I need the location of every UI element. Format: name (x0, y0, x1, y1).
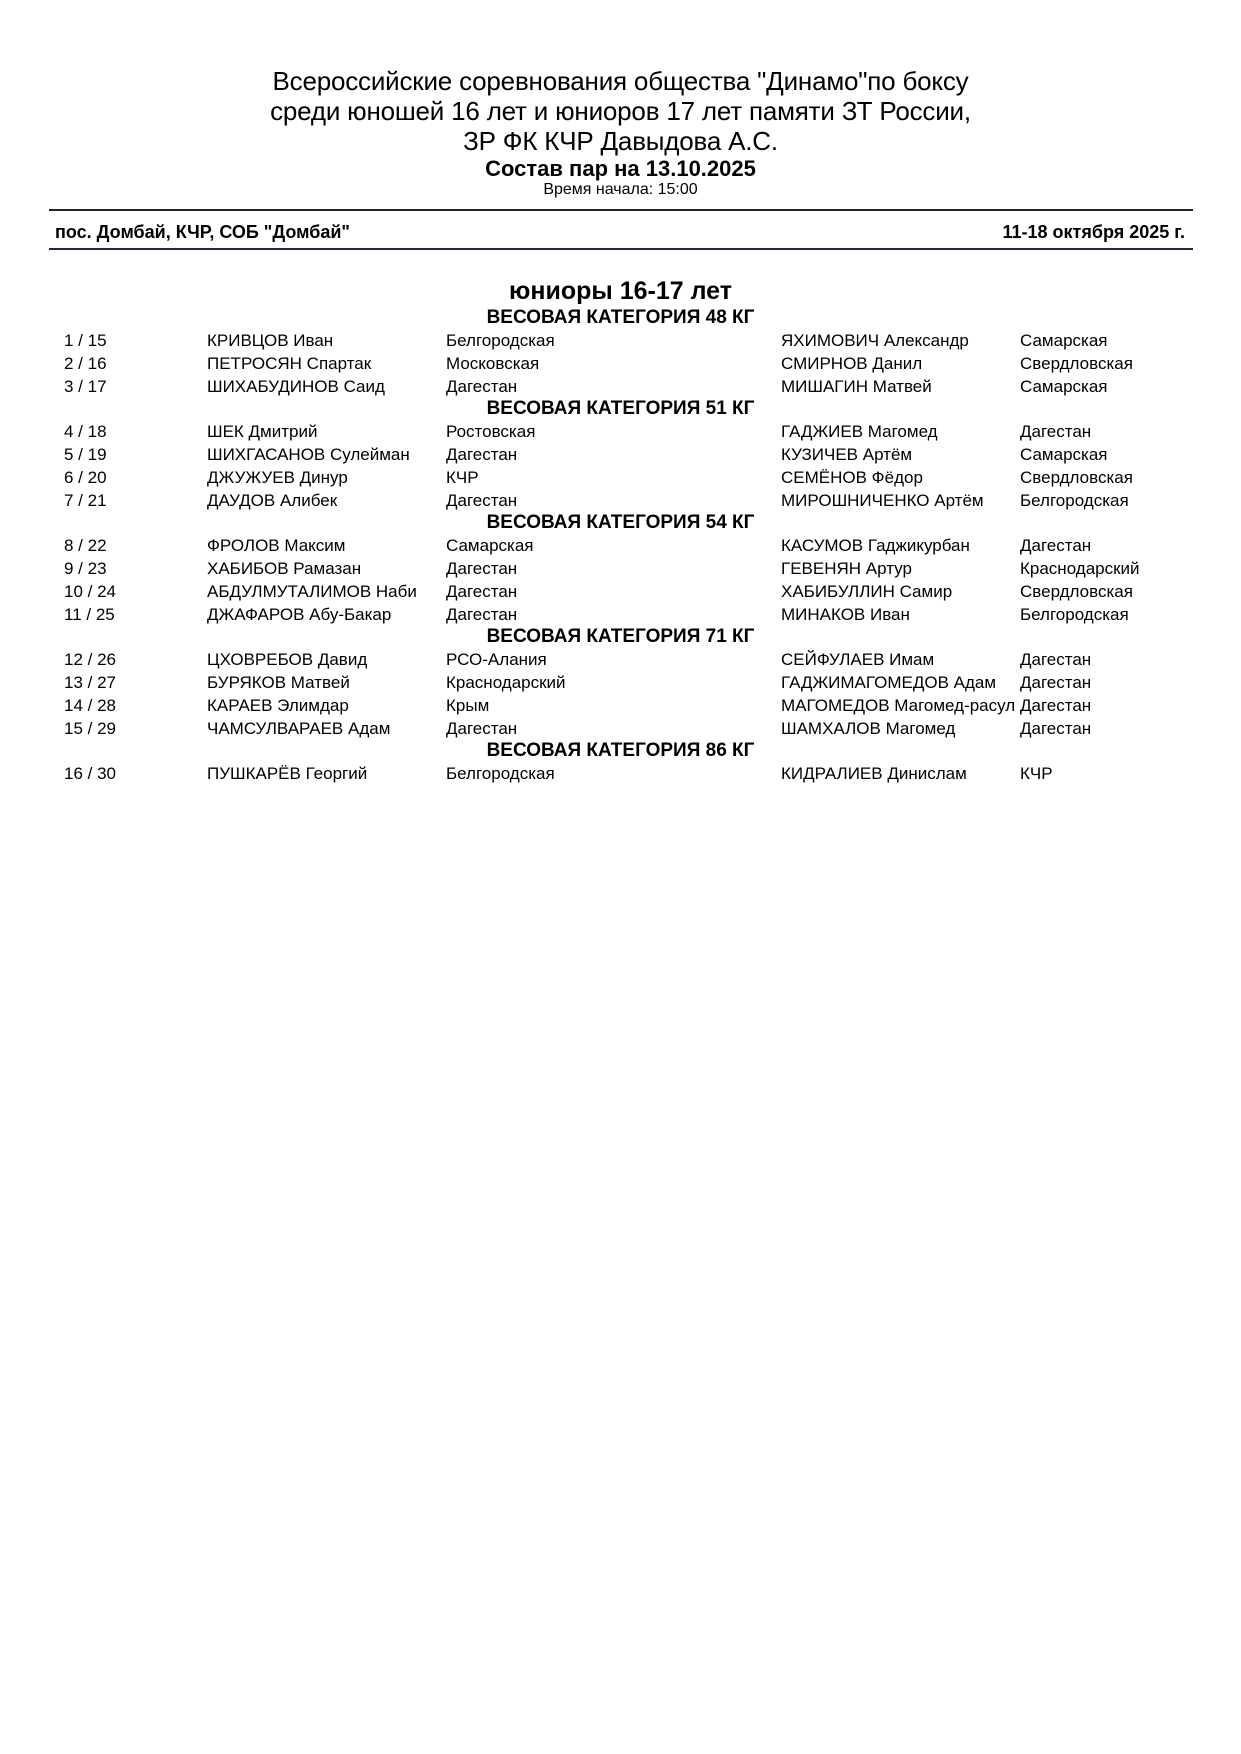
blue-corner-region: Дагестан (1020, 673, 1092, 692)
pair-row (0, 717, 1241, 740)
red-corner-name: ЧАМСУЛВАРАЕВ Адам (207, 719, 391, 738)
pair-row (0, 466, 1241, 489)
red-corner-region: Крым (446, 696, 490, 715)
blue-corner-region: Белгородская (1020, 605, 1129, 624)
blue-corner-region: Дагестан (1020, 650, 1092, 669)
blue-corner-name: МАГОМЕДОВ Магомед-расул (781, 696, 1016, 715)
blue-corner-region: Дагестан (1020, 536, 1092, 555)
red-corner-name: ХАБИБОВ Рамазан (207, 559, 362, 578)
weight-category-header: ВЕСОВАЯ КАТЕГОРИЯ 51 КГ (486, 398, 755, 419)
pair-row (0, 443, 1241, 466)
pair-row (0, 648, 1241, 671)
pair-row (0, 420, 1241, 443)
pair-number: 11 / 25 (64, 605, 115, 624)
pair-number: 15 / 29 (64, 719, 116, 738)
blue-corner-name: ЯХИМОВИЧ Александр (781, 331, 969, 350)
pair-number: 12 / 26 (64, 650, 116, 669)
blue-corner-name: ГАДЖИЕВ Магомед (781, 422, 938, 441)
weight-category-header: ВЕСОВАЯ КАТЕГОРИЯ 86 КГ (486, 740, 755, 761)
blue-corner-region: Свердловская (1020, 468, 1133, 487)
pair-number: 2 / 16 (64, 354, 107, 373)
weight-category-header: ВЕСОВАЯ КАТЕГОРИЯ 48 КГ (486, 307, 755, 328)
blue-corner-name: МИНАКОВ Иван (781, 605, 910, 624)
red-corner-name: ФРОЛОВ Максим (207, 536, 346, 555)
pair-number: 3 / 17 (64, 377, 107, 396)
red-corner-name: ШИХАБУДИНОВ Саид (207, 377, 385, 396)
blue-corner-name: СЕМЁНОВ Фёдор (781, 468, 923, 487)
red-corner-region: Дагестан (446, 605, 518, 624)
red-corner-region: КЧР (446, 468, 479, 487)
pair-number: 5 / 19 (64, 445, 107, 464)
red-corner-name: ПЕТРОСЯН Спартак (207, 354, 372, 373)
red-corner-name: ДАУДОВ Алибек (207, 491, 338, 510)
red-corner-region: Белгородская (446, 764, 555, 783)
blue-corner-region: Самарская (1020, 331, 1108, 350)
red-corner-region: Дагестан (446, 719, 518, 738)
pair-row (0, 534, 1241, 557)
blue-corner-region: Дагестан (1020, 422, 1092, 441)
red-corner-region: Дагестан (446, 377, 518, 396)
pair-number: 8 / 22 (64, 536, 107, 555)
blue-corner-name: ГЕВЕНЯН Артур (781, 559, 912, 578)
blue-corner-name: КИДРАЛИЕВ Динислам (781, 764, 967, 783)
blue-corner-region: Свердловская (1020, 354, 1133, 373)
blue-corner-region: КЧР (1020, 764, 1053, 783)
blue-corner-region: Самарская (1020, 377, 1108, 396)
pair-number: 10 / 24 (64, 582, 116, 601)
blue-corner-region: Самарская (1020, 445, 1108, 464)
pair-row (0, 694, 1241, 717)
blue-corner-name: ШАМХАЛОВ Магомед (781, 719, 956, 738)
red-corner-region: Дагестан (446, 559, 518, 578)
weight-category-header: ВЕСОВАЯ КАТЕГОРИЯ 71 КГ (486, 626, 755, 647)
pair-row (0, 329, 1241, 352)
red-corner-name: КАРАЕВ Элимдар (207, 696, 349, 715)
event-dates: 11-18 октября 2025 г. (1002, 222, 1185, 242)
red-corner-region: Краснодарский (446, 673, 566, 692)
divider-top (49, 209, 1193, 211)
blue-corner-name: ГАДЖИМАГОМЕДОВ Адам (781, 673, 997, 692)
pair-number: 13 / 27 (64, 673, 116, 692)
pair-row (0, 352, 1241, 375)
pairs-date-subtitle: Состав пар на 13.10.2025 (485, 156, 756, 181)
venue: пос. Домбай, КЧР, СОБ "Домбай" (55, 222, 350, 242)
blue-corner-region: Белгородская (1020, 491, 1129, 510)
blue-corner-name: МИРОШНИЧЕНКО Артём (781, 491, 984, 510)
pair-number: 1 / 15 (64, 331, 107, 350)
pair-row (0, 762, 1241, 785)
divider-bottom (49, 248, 1193, 250)
blue-corner-name: МИШАГИН Матвей (781, 377, 932, 396)
pair-number: 6 / 20 (64, 468, 107, 487)
red-corner-region: РСО-Алания (446, 650, 547, 669)
blue-corner-name: СЕЙФУЛАЕВ Имам (781, 650, 935, 669)
pair-number: 16 / 30 (64, 764, 116, 783)
red-corner-region: Самарская (446, 536, 534, 555)
blue-corner-region: Дагестан (1020, 719, 1092, 738)
pair-number: 14 / 28 (64, 696, 116, 715)
blue-corner-name: КУЗИЧЕВ Артём (781, 445, 913, 464)
title-line-3: ЗР ФК КЧР Давыдова А.С. (463, 126, 778, 156)
pair-row (0, 375, 1241, 398)
red-corner-name: ПУШКАРЁВ Георгий (207, 764, 368, 783)
blue-corner-region: Дагестан (1020, 696, 1092, 715)
red-corner-name: ЦХОВРЕБОВ Давид (207, 650, 368, 669)
red-corner-region: Московская (446, 354, 540, 373)
pair-number: 9 / 23 (64, 559, 107, 578)
age-group-title: юниоры 16-17 лет (509, 277, 732, 305)
red-corner-region: Дагестан (446, 445, 518, 464)
venue-row (55, 222, 1185, 243)
blue-corner-name: КАСУМОВ Гаджикурбан (781, 536, 970, 555)
blue-corner-name: ХАБИБУЛЛИН Самир (781, 582, 953, 601)
pair-row (0, 671, 1241, 694)
title-line-1: Всероссийские соревнования общества "Динамо"по боксу (272, 66, 969, 96)
red-corner-name: ДЖУЖУЕВ Динур (207, 468, 348, 487)
pair-number: 4 / 18 (64, 422, 107, 441)
red-corner-region: Дагестан (446, 582, 518, 601)
red-corner-name: КРИВЦОВ Иван (207, 331, 334, 350)
red-corner-region: Ростовская (446, 422, 536, 441)
start-time: Время начала: 15:00 (543, 181, 698, 198)
document-header (0, 66, 1241, 199)
pair-row (0, 557, 1241, 580)
red-corner-name: БУРЯКОВ Матвей (207, 673, 350, 692)
red-corner-name: ШЕК Дмитрий (207, 422, 318, 441)
pair-number: 7 / 21 (64, 491, 107, 510)
blue-corner-region: Краснодарский (1020, 559, 1140, 578)
red-corner-name: ДЖАФАРОВ Абу-Бакар (207, 605, 392, 624)
blue-corner-name: СМИРНОВ Данил (781, 354, 923, 373)
blue-corner-region: Свердловская (1020, 582, 1133, 601)
title-line-2: среди юношей 16 лет и юниоров 17 лет памяти ЗТ России, (270, 96, 971, 126)
pair-row (0, 603, 1241, 626)
red-corner-name: ШИХГАСАНОВ Сулейман (207, 445, 410, 464)
weight-category-header: ВЕСОВАЯ КАТЕГОРИЯ 54 КГ (486, 512, 755, 533)
red-corner-name: АБДУЛМУТАЛИМОВ Наби (207, 582, 417, 601)
red-corner-region: Дагестан (446, 491, 518, 510)
pairs-list (0, 307, 1241, 785)
pair-row (0, 489, 1241, 512)
pair-row (0, 580, 1241, 603)
red-corner-region: Белгородская (446, 331, 555, 350)
